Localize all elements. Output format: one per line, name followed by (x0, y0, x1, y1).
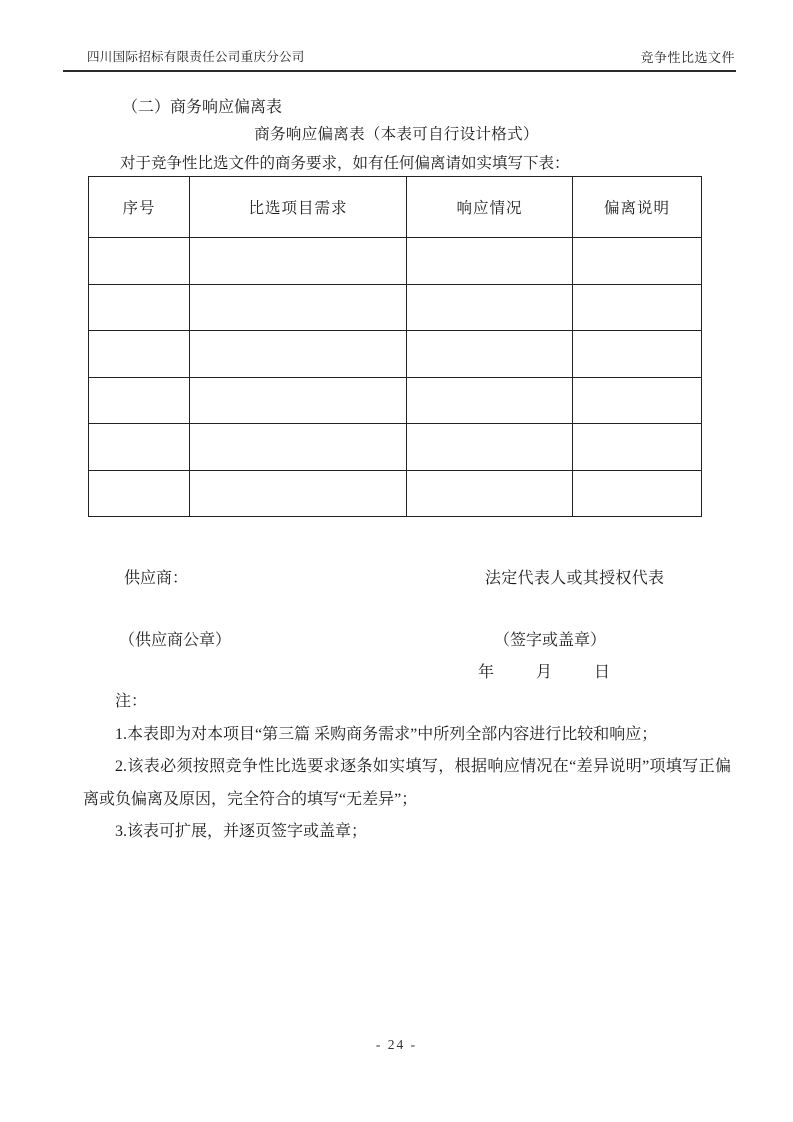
table-cell (89, 238, 190, 285)
table-cell (573, 284, 702, 331)
column-header: 序号 (89, 177, 190, 238)
table-header-row (89, 177, 702, 238)
intro-text: 对于竞争性比选文件的商务要求，如有任何偏离请如实填写下表： (120, 155, 570, 172)
page-number: - 24 - (375, 1037, 418, 1052)
note-item-2: 2.该表必须按照竞争性比选要求逐条如实填写，根据响应情况在“差异说明”项填写正偏离或负偏离及原因，完全符合的填写“无差异”； (83, 758, 731, 808)
table-cell (407, 424, 573, 471)
column-header: 偏离说明 (573, 177, 702, 238)
header-rule (63, 70, 736, 72)
table-cell (89, 424, 190, 471)
table-cell (190, 238, 407, 285)
table-cell (190, 470, 407, 517)
section-title: （二）商务响应偏离表 (122, 99, 283, 116)
table-cell (407, 331, 573, 378)
date-line (478, 659, 610, 682)
table-cell (89, 284, 190, 331)
table-cell (573, 424, 702, 471)
table-row (89, 377, 702, 424)
deviation-table (88, 176, 702, 517)
table-row (89, 238, 702, 285)
supplier-label: 供应商： (124, 570, 189, 587)
column-header: 比选项目需求 (190, 177, 407, 238)
date-year-label: 年 (478, 664, 495, 681)
legal-representative-label: 法定代表人或其授权代表 (485, 570, 665, 587)
note-item-3: 3.该表可扩展，并逐页签字或盖章； (115, 823, 368, 841)
table-cell (573, 377, 702, 424)
table-row (89, 470, 702, 517)
column-header: 响应情况 (407, 177, 573, 238)
table-cell (407, 284, 573, 331)
date-month-label: 月 (535, 664, 552, 681)
table-cell (190, 377, 407, 424)
notes-label: 注： (115, 693, 148, 710)
table-cell (89, 331, 190, 378)
table-cell (573, 331, 702, 378)
table-cell (407, 470, 573, 517)
sign-or-seal-label: （签字或盖章） (494, 632, 607, 649)
notes-block (83, 686, 731, 849)
table-cell (573, 238, 702, 285)
header-company-name: 四川国际招标有限责任公司重庆分公司 (87, 50, 305, 64)
date-day-label: 日 (593, 664, 610, 681)
supplier-seal-label: （供应商公章） (119, 632, 232, 649)
table-title: 商务响应偏离表（本表可自行设计格式） (254, 126, 539, 143)
table-cell (89, 470, 190, 517)
table-row (89, 424, 702, 471)
table-cell (190, 424, 407, 471)
table-cell (573, 470, 702, 517)
header-document-type: 竞争性比选文件 (640, 50, 735, 65)
table-cell (407, 377, 573, 424)
table-cell (89, 377, 190, 424)
table-cell (190, 331, 407, 378)
table-cell (190, 284, 407, 331)
table-row (89, 331, 702, 378)
note-item-1: 1.本表即为对本项目“第三篇 采购商务需求”中所列全部内容进行比较和响应； (115, 725, 658, 743)
table-cell (407, 238, 573, 285)
table-row (89, 284, 702, 331)
